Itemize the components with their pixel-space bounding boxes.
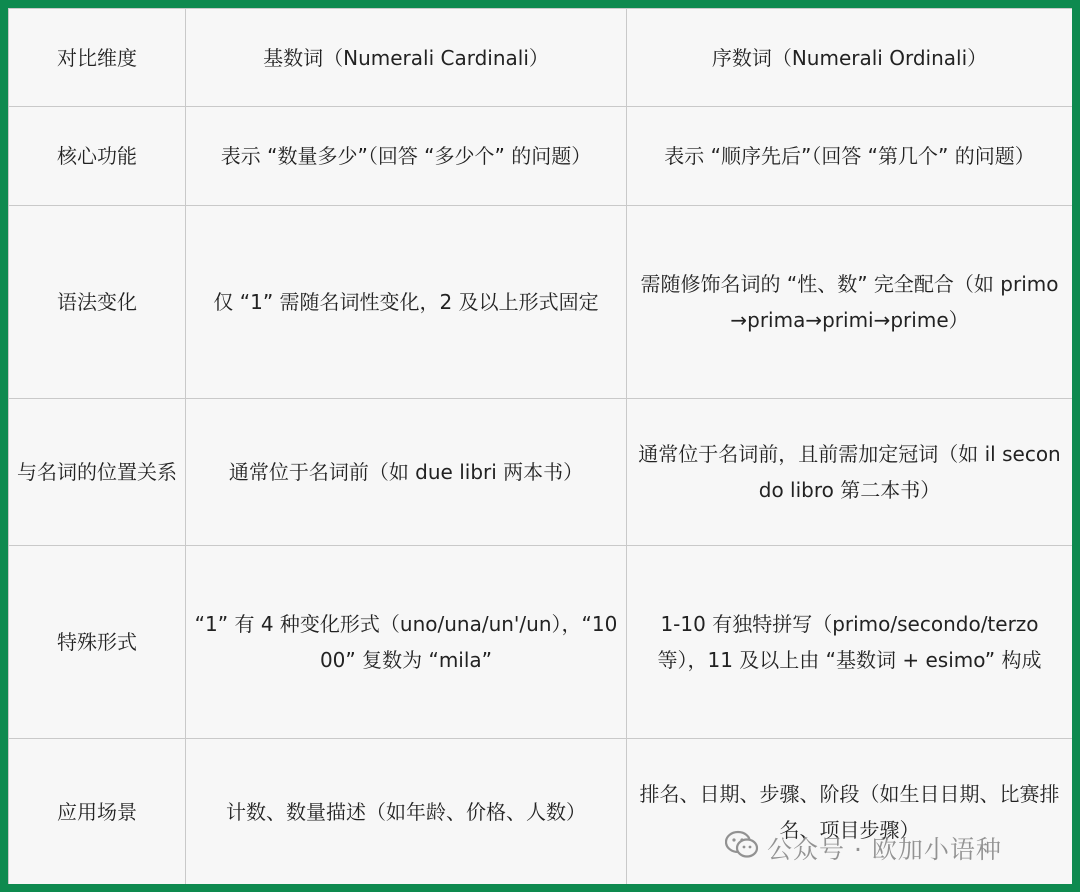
table-row <box>9 739 1073 885</box>
row-ordinal: 需随修饰名词的 “性、数” 完全配合（如 primo→prima→primi→prime） <box>627 206 1073 399</box>
table-row <box>9 399 1073 546</box>
row-dimension: 语法变化 <box>9 206 186 399</box>
header-cardinal: 基数词（Numerali Cardinali） <box>186 9 627 107</box>
row-dimension: 核心功能 <box>9 107 186 206</box>
table-row <box>9 107 1073 206</box>
row-cardinal: 表示 “数量多少”（回答 “多少个” 的问题） <box>186 107 627 206</box>
comparison-table-frame <box>8 8 1072 884</box>
row-cardinal: 计数、数量描述（如年龄、价格、人数） <box>186 739 627 885</box>
row-cardinal: “1” 有 4 种变化形式（uno/una/un'/un），“1000” 复数为 “mila” <box>186 546 627 739</box>
row-ordinal: 表示 “顺序先后”（回答 “第几个” 的问题） <box>627 107 1073 206</box>
header-ordinal: 序数词（Numerali Ordinali） <box>627 9 1073 107</box>
row-ordinal: 1-10 有独特拼写（primo/secondo/terzo 等），11 及以上由 “基数词 + esimo” 构成 <box>627 546 1073 739</box>
table-row <box>9 546 1073 739</box>
header-dimension: 对比维度 <box>9 9 186 107</box>
row-dimension: 应用场景 <box>9 739 186 885</box>
row-cardinal: 通常位于名词前（如 due libri 两本书） <box>186 399 627 546</box>
table-header-row <box>9 9 1073 107</box>
watermark-text: 公众号 · 欧加小语种 <box>767 835 1002 864</box>
row-dimension: 与名词的位置关系 <box>9 399 186 546</box>
table-row <box>9 206 1073 399</box>
row-dimension: 特殊形式 <box>9 546 186 739</box>
row-cardinal: 仅 “1” 需随名词性变化，2 及以上形式固定 <box>186 206 627 399</box>
row-ordinal: 通常位于名词前，且前需加定冠词（如 il secondo libro 第二本书） <box>627 399 1073 546</box>
comparison-table <box>8 8 1072 884</box>
row-ordinal: 排名、日期、步骤、阶段（如生日日期、比赛排名、项目步骤） <box>627 739 1073 885</box>
